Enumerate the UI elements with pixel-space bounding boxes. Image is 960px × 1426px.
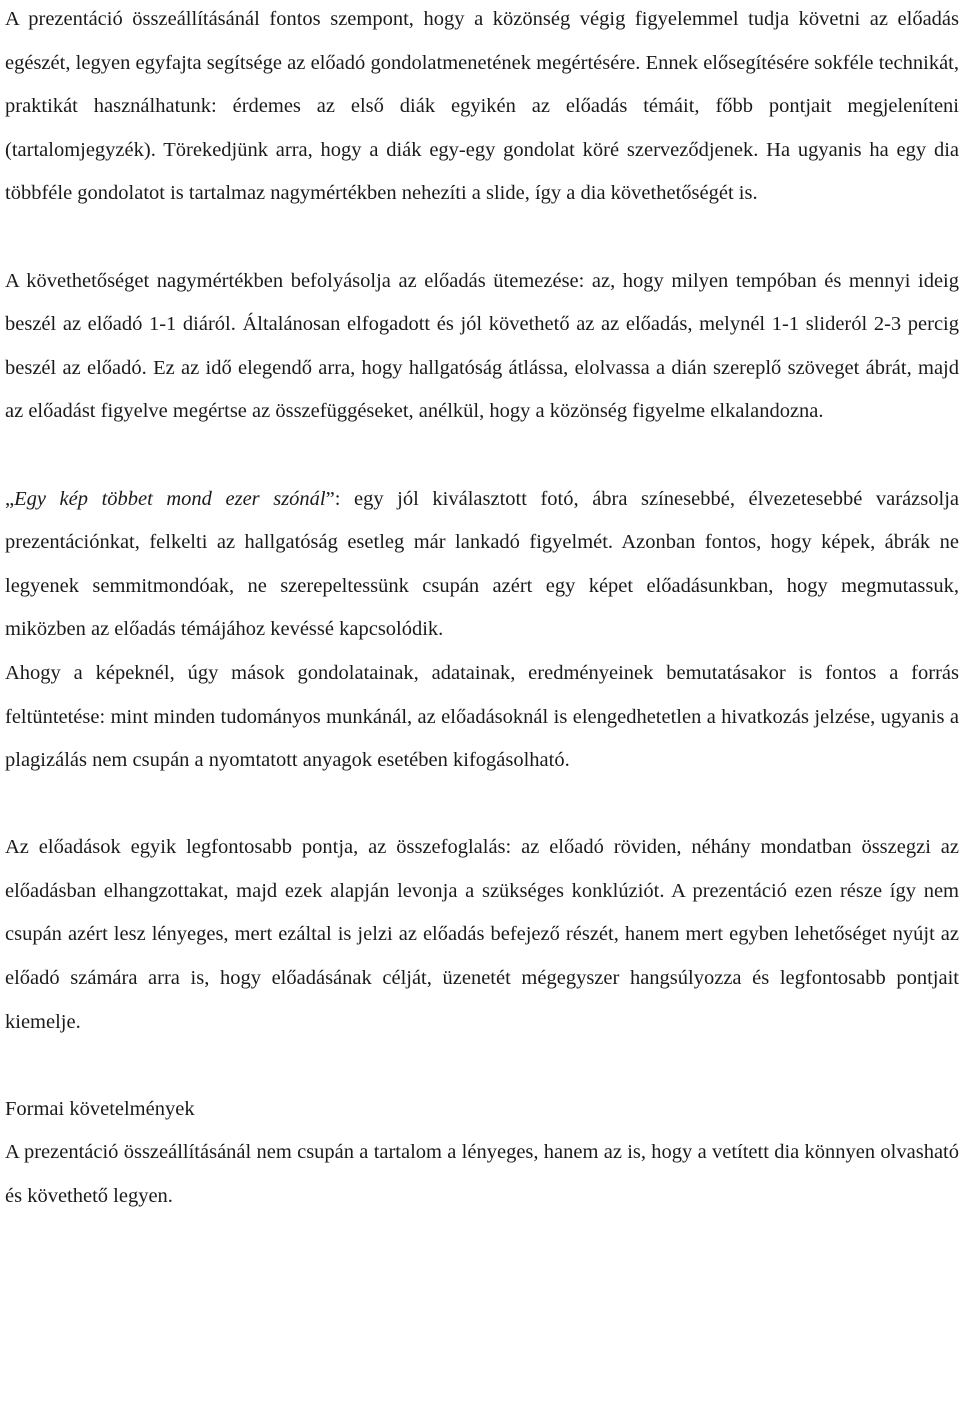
- quote-close-mark: ”: [325, 487, 335, 510]
- italic-quote: Egy kép többet mond ezer szónál: [14, 487, 326, 510]
- paragraph-images-text: : egy jól kiválasztott fotó, ábra színesebbé, élvezetesebbé varázsolja prezentációnkat, felkelti az hallgatóság esetleg már lankadó figyelmét. Azonban fontos, hogy képek, ábrák ne legyenek semmitmondóak, ne szerepeltessünk csupán azért egy képet előadásunkban, hogy megmutassuk, miközben az előadás témájához kevéssé kapcsolódik.: [5, 487, 960, 641]
- paragraph-summary: Az előadások egyik legfontosabb pontja, az összefoglalás: az előadó röviden, néhány mondatban összegzi az előadásban elhangzottakat, majd ezek alapján levonja a szükséges konklúziót. A prezentáció ezen része így nem csupán azért lesz lényeges, mert ezáltal is jelzi az előadás befejező részét, hanem mert egyben lehetőséget nyújt az előadó számára arra is, hogy előadásának célját, üzenetét mégegyszer hangsúlyozza és legfontosabb pontjait kiemelje.: [5, 836, 959, 1033]
- paragraph-images: [5, 478, 959, 652]
- paragraph-citation: Ahogy a képeknél, úgy mások gondolatainak, adatainak, eredményeinek bemutatásakor is fontos a forrás feltüntetése: mint minden tudományos munkánál, az előadásoknál is elengedhetetlen a hivatkozás jelzése, ugyanis a plagizálás nem csupán a nyomtatott anyagok esetében kifogásolható.: [5, 661, 959, 772]
- paragraph-pacing: A követhetőséget nagymértékben befolyásolja az előadás ütemezése: az, hogy milyen tempóban és mennyi ideig beszél az előadó 1-1 diáról. Általánosan elfogadott és jól követhető az az előadás, melynél 1-1 slideról 2-3 percig beszél az előadó. Ez az idő elegendő arra, hogy hallgatóság átlássa, elolvassa a dián szereplő szöveget ábrát, majd az előadást figyelve megértse az összefüggéseket, anélkül, hogy a közönség figyelme elkalandozna.: [5, 269, 959, 423]
- paragraph-spacer: [5, 783, 959, 827]
- document-page: [5, 0, 959, 1219]
- paragraph-spacer: [5, 434, 959, 478]
- paragraph-spacer: [5, 216, 959, 260]
- paragraph-spacer: [5, 1044, 959, 1088]
- quote-open-mark: „: [5, 487, 15, 510]
- section-heading-formal-requirements: Formai követelmények: [5, 1097, 195, 1120]
- paragraph-presentation-structure: A prezentáció összeállításánál fontos szempont, hogy a közönség végig figyelemmel tudja követni az előadás egészét, legyen egyfajta segítsége az előadó gondolatmenetének megértésére. Ennek elősegítésére sokféle technikát, praktikát használhatunk: érdemes az első diák egyikén az előadás témáit, főbb pontjait megjeleníteni (tartalomjegyzék). Törekedjünk arra, hogy a diák egy-egy gondolat köré szerveződjenek. Ha ugyanis ha egy dia többféle gondolatot is tartalmaz nagymértékben nehezíti a slide, így a dia követhetőségét is.: [5, 8, 959, 205]
- paragraph-formal-requirements: A prezentáció összeállításánál nem csupán a tartalom a lényeges, hanem az is, hogy a vetített dia könnyen olvasható és követhető legyen.: [5, 1141, 959, 1208]
